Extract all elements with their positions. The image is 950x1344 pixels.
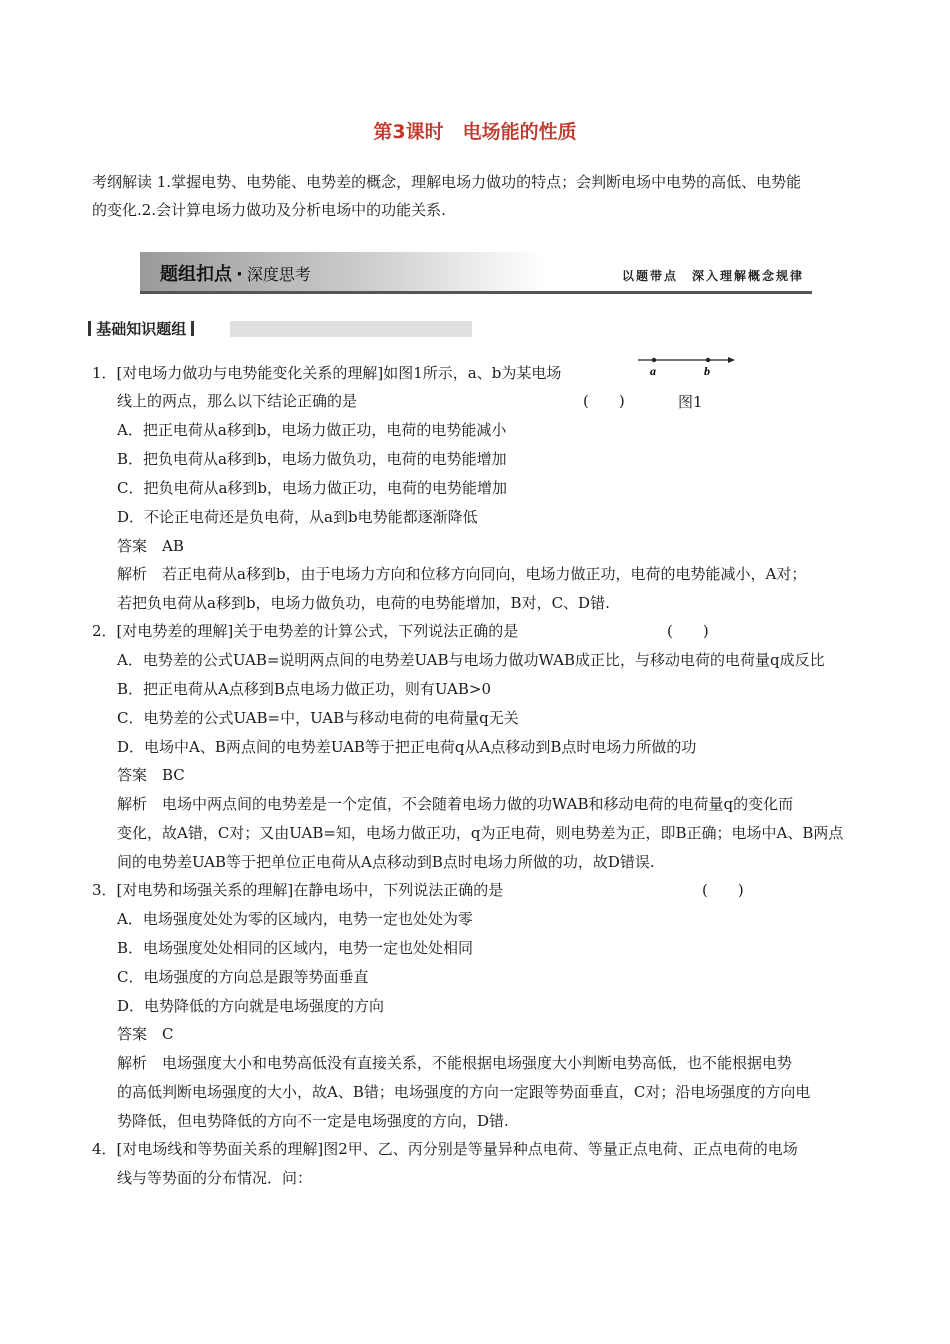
q1-stem-line-2: 线上的两点，那么以下结论正确的是 [117, 392, 358, 410]
syllabus-line-1: 考纲解读 1.掌握电势、电势能、电势差的概念，理解电场力做功的特点；会判断电场中电势的高低、电势能 [92, 173, 802, 191]
banner-sub-text: 深度思考 [246, 265, 311, 284]
q1-option-a: A．把正电荷从a移到b，电场力做正功，电荷的电势能减小 [117, 421, 507, 439]
q1-answer: 答案 AB [117, 537, 184, 555]
q3-option-b: B．电场强度处处相同的区域内，电势一定也处处相同 [117, 939, 474, 957]
q1-option-d: D．不论正电荷还是负电荷，从a到b电势能都逐渐降低 [117, 508, 478, 526]
banner-title [160, 260, 311, 286]
section-heading-label: 基础知识题组 [96, 320, 187, 338]
q2-analysis-line-3: 间的电势差UAB等于把单位正电荷从A点移动到B点时电场力所做的功，故D错误. [117, 853, 655, 871]
q3-analysis-line-1: 解析 电场强度大小和电势高低没有直接关系，不能根据电场强度大小判断电势高低，也不能根据电势 [117, 1054, 793, 1072]
q4-stem-line-2: 线与等势面的分布情况．问： [117, 1169, 313, 1187]
q1-analysis-line-1: 解析 若正电荷从a移到b，由于电场力方向和位移方向同向，电场力做正功，电荷的电势能减小，A对； [117, 565, 807, 583]
q3-analysis-line-2: 的高低判断电场强度的大小，故A、B错；电场强度的方向一定跟等势面垂直，C对；沿电场强度的方向电 [117, 1083, 811, 1101]
banner-slogan: 以题带点 深入理解概念规律 [621, 269, 804, 283]
heading-right-bar [191, 321, 194, 336]
point-a-dot [652, 358, 656, 362]
section-heading-bar [230, 321, 472, 337]
q2-analysis-line-2: 变化，故A错，C对；又由UAB=知，电场力做正功，q为正电荷，则电势差为正，即B正确；电场中A、B两点 [117, 824, 844, 842]
q1-analysis-line-2: 若把负电荷从a移到b，电场力做负功，电荷的电势能增加，B对，C、D错. [117, 594, 610, 612]
q3-answer-blank: ( ) [702, 881, 744, 899]
q3-analysis-line-3: 势降低，但电势降低的方向不一定是电场强度的方向，D错. [117, 1112, 509, 1130]
q3-stem: 3．[对电势和场强关系的理解]在静电场中，下列说法正确的是 [92, 881, 504, 899]
q1-option-c: C．把负电荷从a移到b，电场力做正功，电荷的电势能增加 [117, 479, 508, 497]
q2-stem: 2．[对电势差的理解]关于电势差的计算公式，下列说法正确的是 [92, 622, 519, 640]
banner-dot: · [236, 264, 243, 285]
figure-1-field-line [636, 352, 736, 382]
page-title: 第3课时 电场能的性质 [373, 121, 577, 143]
heading-left-bar [88, 321, 91, 336]
q3-option-a: A．电场强度处处为零的区域内，电势一定也处处为零 [117, 910, 473, 928]
q1-stem-line-1: 1．[对电场力做功与电势能变化关系的理解]如图1所示，a、b为某电场 [92, 364, 562, 382]
q2-option-b: B．把正电荷从A点移到B点电场力做正功，则有UAB>0 [117, 680, 492, 698]
banner-main-text: 题组扣点 [160, 264, 232, 285]
q3-option-d: D．电势降低的方向就是电场强度的方向 [117, 997, 385, 1015]
field-line-svg [636, 352, 736, 382]
q2-option-d: D．电场中A、B两点间的电势差UAB等于把正电荷q从A点移动到B点时电场力所做的功 [117, 738, 697, 756]
section-heading [88, 318, 472, 340]
q2-answer: 答案 BC [117, 766, 185, 784]
q2-option-c: C．电势差的公式UAB=中，UAB与移动电荷的电荷量q无关 [117, 709, 519, 727]
field-arrow-head [728, 357, 735, 363]
point-b-label: b [704, 364, 710, 378]
banner-underline [140, 291, 812, 294]
q2-analysis-line-1: 解析 电场中两点间的电势差是一个定值，不会随着电场力做的功WAB和移动电荷的电荷量q的变化而 [117, 795, 794, 813]
syllabus-line-2: 的变化.2.会计算电场力做功及分析电场中的功能关系. [92, 201, 446, 219]
point-a-label: a [650, 364, 656, 378]
point-b-dot [706, 358, 710, 362]
q1-answer-blank: ( ) [583, 392, 625, 410]
figure-1-caption: 图1 [678, 393, 703, 411]
q3-answer: 答案 C [117, 1025, 174, 1043]
q4-stem-line-1: 4．[对电场线和等势面关系的理解]图2甲、乙、丙分别是等量异种点电荷、等量正点电荷、正点电荷的电场 [92, 1140, 798, 1158]
q2-option-a: A．电势差的公式UAB=说明两点间的电势差UAB与电场力做功WAB成正比，与移动电荷的电荷量q成反比 [117, 651, 825, 669]
section-banner [140, 252, 812, 294]
section-heading-text [88, 318, 194, 339]
q2-answer-blank: ( ) [667, 622, 709, 640]
q1-option-b: B．把负电荷从a移到b，电场力做负功，电荷的电势能增加 [117, 450, 507, 468]
q3-option-c: C．电场强度的方向总是跟等势面垂直 [117, 968, 369, 986]
